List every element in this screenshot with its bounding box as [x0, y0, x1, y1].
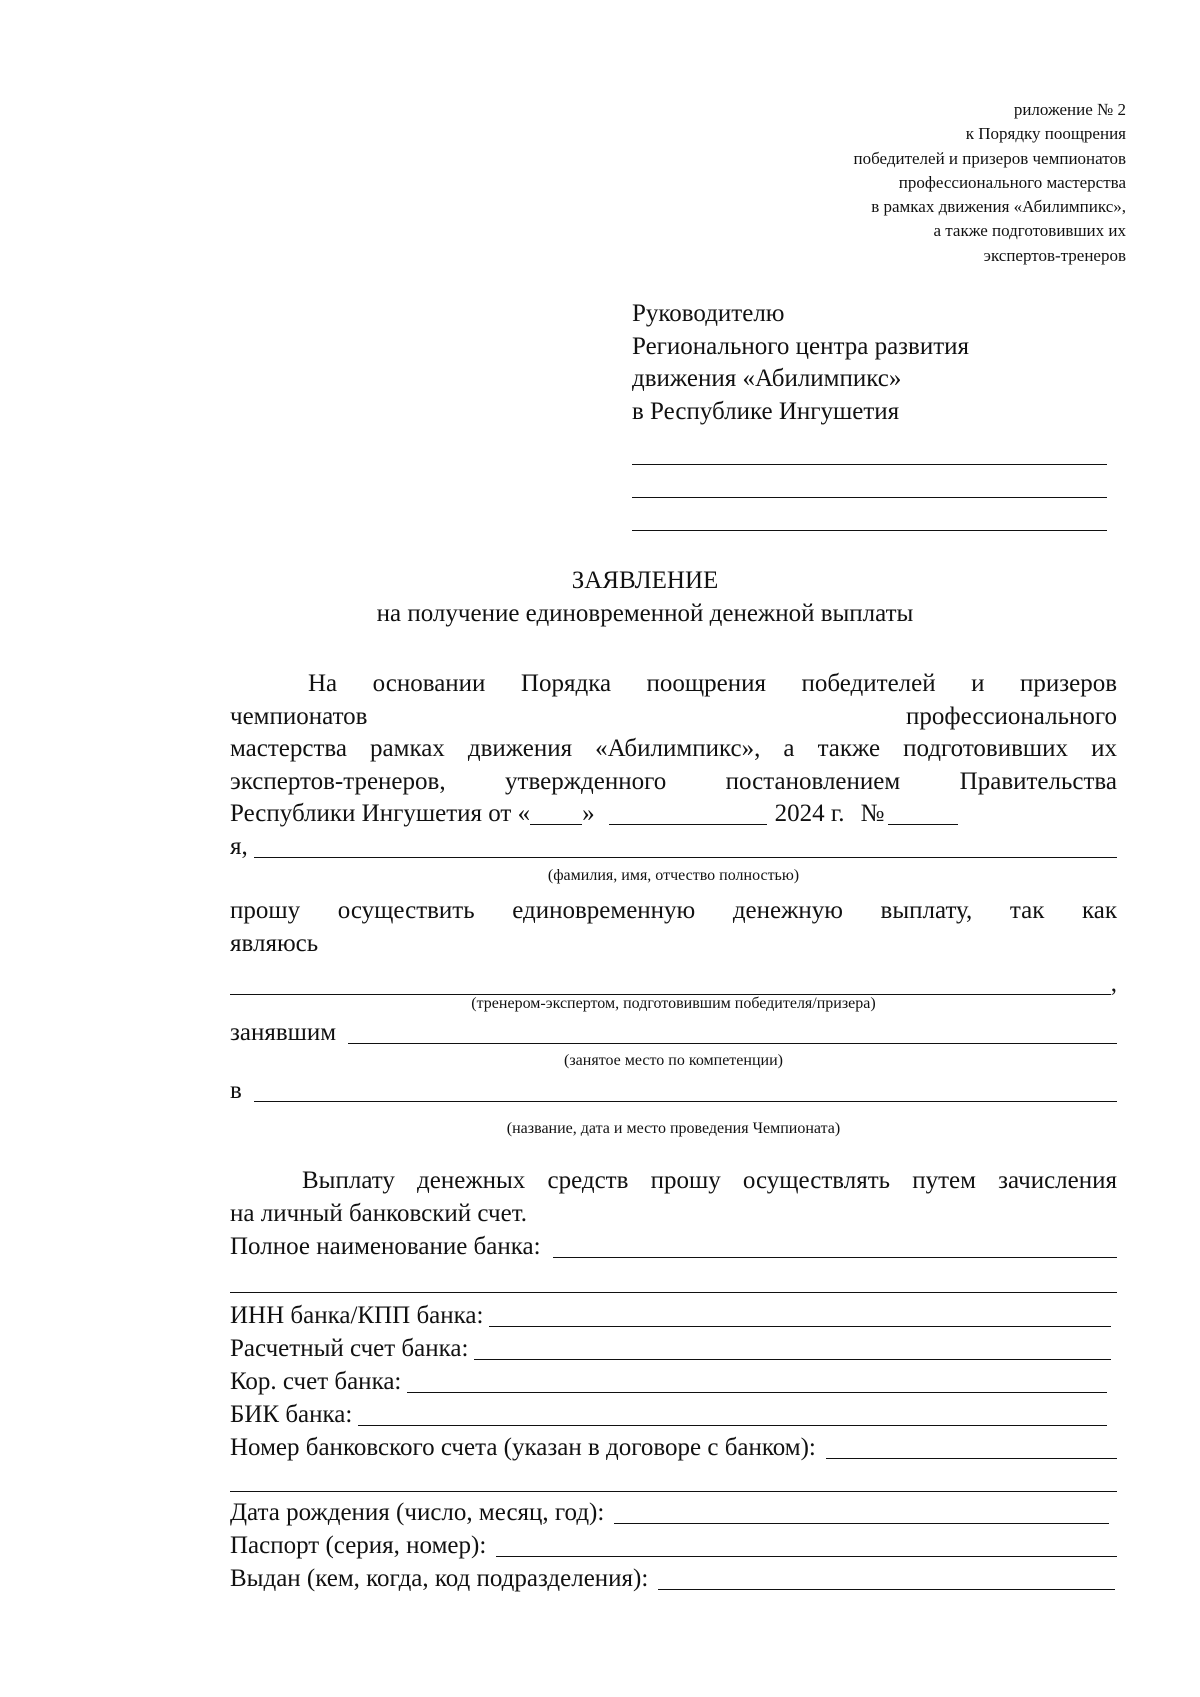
settlement-row: [230, 1333, 1117, 1366]
intro-line-1: На основании Порядка поощрения победителей и призеров: [308, 670, 1117, 697]
applicant-name-blank[interactable]: [254, 856, 1117, 858]
place-caption: (занятое место по компетенции): [564, 1052, 783, 1069]
championship-row: [230, 1075, 1117, 1108]
document-subtitle: на получение единовременной денежной выплаты: [376, 600, 914, 627]
role-caption: (тренером-экспертом, подготовившим победителя/призера): [471, 995, 876, 1012]
intro-line-5: [230, 798, 1117, 831]
settlement-label: Расчетный счет банка:: [230, 1335, 469, 1362]
addressee-line: Руководителю: [632, 300, 785, 327]
addressee-line: Регионального центра развития: [632, 332, 970, 360]
appendix-line: к Порядку поощрения: [965, 124, 1126, 144]
addressee-line: движения «Абилимпикс»: [632, 365, 902, 392]
place-prefix: занявшим: [230, 1019, 337, 1046]
inn-kpp-label: ИНН банка/КПП банка:: [230, 1302, 484, 1329]
request-line-1: прошу осуществить единовременную денежную выплату, так как: [230, 897, 1117, 924]
appendix-line: а также подготовивших их: [933, 221, 1126, 241]
inn-kpp-row: [230, 1300, 1117, 1333]
addressee-block: [632, 298, 1132, 428]
issued-blank[interactable]: [658, 1588, 1115, 1590]
resolution-number-blank[interactable]: [888, 823, 958, 825]
account-label: Номер банковского счета (указан в договоре с банком):: [230, 1434, 816, 1461]
account-blank-continued[interactable]: [230, 1491, 1117, 1492]
passport-row: [230, 1530, 1117, 1563]
sender-blank-line-1[interactable]: [632, 464, 1107, 465]
issued-row: [230, 1563, 1117, 1596]
championship-prefix: в: [230, 1077, 242, 1104]
request-line-2: являюсь: [230, 930, 319, 957]
applicant-row: [230, 831, 1117, 864]
championship-caption: (название, дата и место проведения Чемпионата): [506, 1120, 841, 1137]
payment-line-1: Выплату денежных средств прошу осуществлять путем зачисления: [302, 1167, 1117, 1194]
championship-blank[interactable]: [254, 1100, 1117, 1102]
intro-line-2: [230, 701, 1117, 734]
intro-line-3: мастерства рамках движения «Абилимпикс», а также подготовивших их: [230, 735, 1117, 762]
appendix-line: в рамках движения «Абилимпикс»,: [871, 197, 1126, 217]
bank-name-blank[interactable]: [553, 1256, 1117, 1258]
appendix-line: победителей и призеров чемпионатов: [853, 148, 1126, 168]
passport-label: Паспорт (серия, номер):: [230, 1532, 487, 1559]
resolution-day-blank[interactable]: [530, 823, 582, 825]
intro-line-2-right: профессионального: [906, 703, 1117, 730]
corr-row: [230, 1366, 1117, 1399]
issued-label: Выдан (кем, когда, код подразделения):: [230, 1565, 649, 1592]
bik-row: [230, 1399, 1117, 1432]
inn-kpp-blank[interactable]: [489, 1325, 1111, 1327]
sender-blank-line-3[interactable]: [632, 530, 1107, 531]
resolution-month-blank[interactable]: [609, 823, 767, 825]
document-title: ЗАЯВЛЕНИЕ: [571, 567, 719, 594]
account-blank[interactable]: [826, 1457, 1117, 1459]
birth-blank[interactable]: [614, 1522, 1109, 1524]
corr-label: Кор. счет банка:: [230, 1368, 402, 1395]
sender-blank-line-2[interactable]: [632, 497, 1107, 498]
appendix-note: [566, 98, 1126, 268]
bik-blank[interactable]: [358, 1424, 1107, 1426]
applicant-caption: (фамилия, имя, отчество полностью): [547, 867, 800, 884]
place-row: [230, 1017, 1117, 1050]
birth-label: Дата рождения (число, месяц, год):: [230, 1499, 605, 1526]
bank-name-row: [230, 1231, 1117, 1264]
bik-label: БИК банка:: [230, 1401, 353, 1428]
settlement-blank[interactable]: [474, 1358, 1111, 1360]
bank-name-label: Полное наименование банка:: [230, 1233, 541, 1260]
bank-name-blank-continued[interactable]: [230, 1292, 1117, 1293]
place-blank[interactable]: [348, 1042, 1117, 1044]
appendix-line: профессионального мастерства: [898, 172, 1126, 192]
payment-line-2: на личный банковский счет.: [230, 1200, 527, 1227]
addressee-line: в Республике Ингушетия: [632, 397, 900, 425]
account-row: [230, 1432, 1117, 1465]
resolution-year: 2024 г.: [774, 800, 845, 827]
corr-blank[interactable]: [407, 1391, 1107, 1393]
resolution-number-sign: №: [860, 800, 885, 827]
intro-line-4: экспертов-тренеров, утвержденного постановлением Правительства: [230, 768, 1117, 795]
resolution-date-prefix: Республики Ингушетия от «: [230, 800, 531, 827]
passport-blank[interactable]: [496, 1555, 1117, 1557]
resolution-date-quote: »: [582, 800, 595, 827]
intro-line-2-left: чемпионатов: [230, 703, 368, 730]
birth-row: [230, 1497, 1117, 1530]
appendix-line: риложение № 2: [1013, 100, 1126, 119]
role-comma: ,: [1110, 970, 1117, 997]
appendix-line: экспертов-тренеров: [983, 245, 1126, 265]
applicant-prefix: я,: [230, 833, 248, 860]
